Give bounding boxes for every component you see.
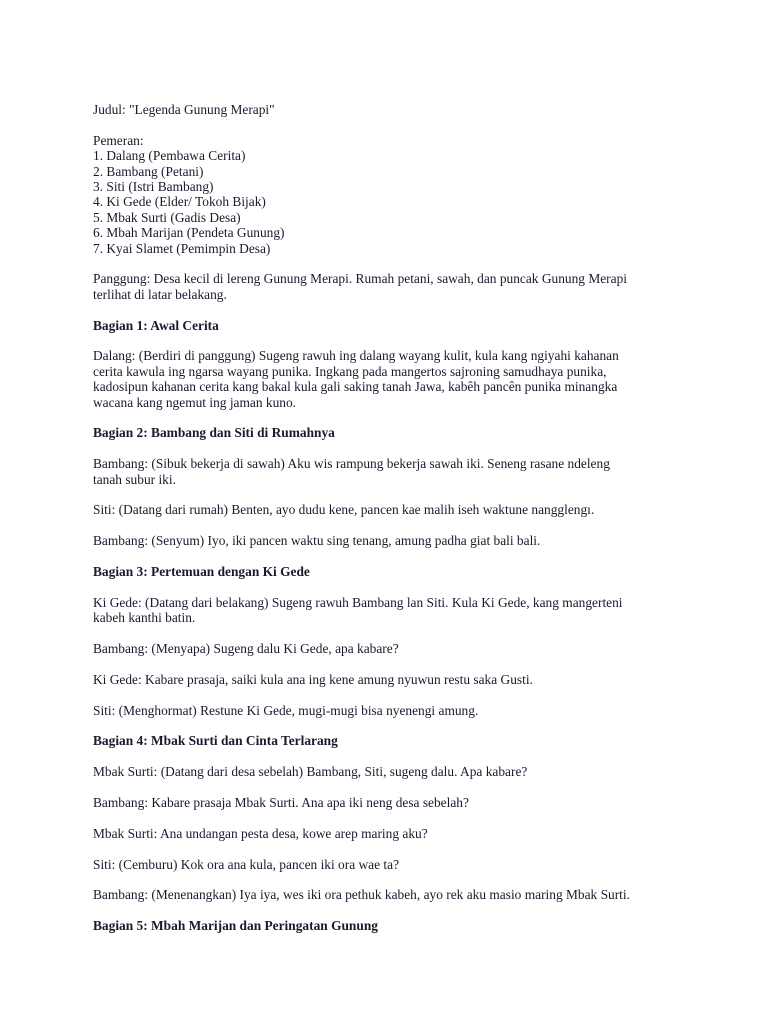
text-line: wacana kang ngemut ing jaman kuno. [93,394,297,410]
spacer [93,333,733,348]
text-line: Bambang: (Sibuk bekerja di sawah) Aku wis rampung bekerja sawah iki. Seneng rasane ndeleng [93,456,610,472]
spacer [93,903,733,918]
spacer [93,549,733,564]
cast-item: 1. Dalang (Pembawa Cerita) [93,148,246,164]
dialogue-paragraph [93,533,733,548]
spacer [93,518,733,533]
spacer [93,718,733,733]
dialogue-paragraph [93,641,733,656]
text-line: Panggung: Desa kecil di lereng Gunung Merapi. Rumah petani, sawah, dan puncak Gunung Merapi [93,271,628,287]
text-line: terlihat di latar belakang. [93,286,227,302]
dialogue-paragraph [93,764,733,779]
document-title: Judul: "Legenda Gunung Merapi" [93,102,275,117]
spacer [93,626,733,641]
spacer [93,117,733,132]
spacer [93,579,733,594]
cast-label: Pemeran: [93,132,144,148]
spacer [93,749,733,764]
cast-item: 7. Kyai Slamet (Pemimpin Desa) [93,240,271,256]
dialogue-paragraph [93,348,733,410]
text-line: Mbak Surti: (Datang dari desa sebelah) Bambang, Siti, sugeng dalu. Apa kabare? [93,764,528,780]
text-line: cerita kawula ing ngarsa wayang punika. Ingkang pada mangertos sajroning samudhaya punika, [93,363,607,379]
text-line: Siti: (Menghormat) Restune Ki Gede, mugi-mugi bisa nyenengi amung. [93,702,479,718]
text-line: Siti: (Datang dari rumah) Benten, ayo dudu kene, pancen kae malih iseh waktune nangglengı. [93,502,595,518]
cast-item: 2. Bambang (Petani) [93,163,204,179]
dialogue-paragraph [93,857,733,872]
text-line: Ki Gede: Kabare prasaja, saiki kula ana ing kene amung nyuwun restu saka Gusti. [93,671,533,687]
dialogue-paragraph [93,826,733,841]
text-line: Bambang: (Menyapa) Sugeng dalu Ki Gede, apa kabare? [93,641,399,657]
section-heading: Bagian 4: Mbak Surti dan Cinta Terlarang [93,733,338,749]
text-line: tanah subur iki. [93,471,176,487]
cast-item: 6. Mbah Marijan (Pendeta Gunung) [93,225,285,241]
spacer [93,256,733,271]
dialogue-paragraph [93,703,733,718]
text-line: Ki Gede: (Datang dari belakang) Sugeng rawuh Bambang lan Siti. Kula Ki Gede, kang mangerteni [93,594,623,610]
text-line: Siti: (Cemburu) Kok ora ana kula, pancen iki ora wae ta? [93,856,400,872]
text-line: Mbak Surti: Ana undangan pesta desa, kowe arep maring aku? [93,825,428,841]
spacer [93,810,733,825]
dialogue-paragraph [93,595,733,626]
dialogue-paragraph [93,456,733,487]
dialogue-paragraph [93,672,733,687]
stage-description [93,271,733,302]
section-heading: Bagian 1: Awal Cerita [93,317,219,333]
text-line: kabeh kanthi batin. [93,610,196,626]
cast-item: 3. Siti (Istri Bambang) [93,179,214,195]
spacer [93,687,733,702]
spacer [93,841,733,856]
cast-item: 4. Ki Gede (Elder/ Tokoh Bijak) [93,194,266,210]
spacer [93,302,733,317]
dialogue-paragraph [93,795,733,810]
text-line: kadosipun kahanan cerita kang bakal kula gali saking tanah Jawa, kabêh pancên punika minangka [93,379,618,395]
cast-list [93,148,733,256]
text-line: Bambang: Kabare prasaja Mbak Surti. Ana apa iki neng desa sebelah? [93,795,469,811]
section-heading: Bagian 3: Pertemuan dengan Ki Gede [93,564,310,580]
text-line: Dalang: (Berdiri di panggung) Sugeng rawuh ing dalang wayang kulit, kula kang ngiyahi kahanan [93,348,619,364]
dialogue-paragraph [93,887,733,902]
dialogue-paragraph [93,502,733,517]
text-line: Bambang: (Senyum) Iyo, iki pancen waktu sing tenang, amung padha giat bali bali. [93,533,541,549]
section-heading: Bagian 5: Mbah Marijan dan Peringatan Gunung [93,918,378,934]
cast-item: 5. Mbak Surti (Gadis Desa) [93,209,241,225]
spacer [93,872,733,887]
spacer [93,487,733,502]
document-page [93,102,733,934]
spacer [93,410,733,425]
spacer [93,441,733,456]
spacer [93,780,733,795]
spacer [93,656,733,671]
text-line: Bambang: (Menenangkan) Iya iya, wes iki ora pethuk kabeh, ayo rek aku masio maring Mbak Surti. [93,887,630,903]
section-heading: Bagian 2: Bambang dan Siti di Rumahnya [93,425,335,441]
